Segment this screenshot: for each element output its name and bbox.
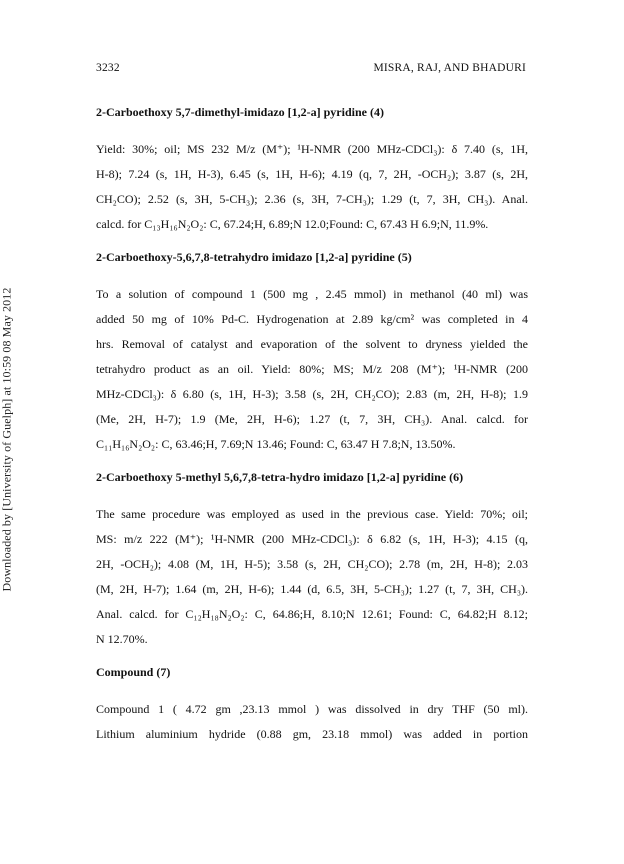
text-line: Yield: 30%; oil; MS 232 M/z (M⁺); ¹H-NMR (200 MHz-CDCl₃): δ 7.40 (s, 1H, bbox=[96, 142, 528, 156]
section-compound-4 bbox=[96, 104, 528, 237]
section-heading: 2-Carboethoxy-5,6,7,8-tetrahydro imidazo [1,2-a] pyridine (5) bbox=[96, 250, 412, 264]
section-paragraph bbox=[96, 282, 528, 457]
section-paragraph bbox=[96, 502, 528, 652]
section-heading: 2-Carboethoxy 5,7-dimethyl-imidazo [1,2-a] pyridine (4) bbox=[96, 105, 384, 119]
text-line: Anal. calcd. for C₁₂H₁₈N₂O₂: C, 64.86;H, 8.10;N 12.61; Found: C, 64.82;H 8.12; bbox=[96, 607, 528, 621]
text-line: Lithium aluminium hydride (0.88 gm, 23.18 mmol) was added in portion bbox=[96, 727, 528, 741]
section-compound-7 bbox=[96, 664, 528, 747]
text-line: tetrahydro product as an oil. Yield: 80%; MS; M/z 208 (M⁺); ¹H-NMR (200 bbox=[96, 362, 528, 376]
text-line: Compound 1 ( 4.72 gm ,23.13 mmol ) was dissolved in dry THF (50 ml). bbox=[96, 702, 528, 716]
text-line: The same procedure was employed as used in the previous case. Yield: 70%; oil; bbox=[96, 507, 528, 521]
section-heading: Compound (7) bbox=[96, 665, 171, 679]
text-line: To a solution of compound 1 (500 mg , 2.45 mmol) in methanol (40 ml) was bbox=[96, 287, 528, 301]
text-line: N 12.70%. bbox=[96, 632, 148, 646]
section-compound-6 bbox=[96, 469, 528, 652]
text-line: hrs. Removal of catalyst and evaporation of the solvent to dryness yielded the bbox=[96, 337, 528, 351]
running-authors: MISRA, RAJ, AND BHADURI bbox=[373, 62, 526, 74]
text-line: H-8); 7.24 (s, 1H, H-3), 6.45 (s, 1H, H-6); 4.19 (q, 7, 2H, -OCH₂); 3.87 (s, 2H, bbox=[96, 167, 528, 181]
download-watermark: Downloaded by [University of Guelph] at 10:59 08 May 2012 bbox=[0, 287, 14, 592]
text-line: CH₂CO); 2.52 (s, 3H, 5-CH₃); 2.36 (s, 3H, 7-CH₃); 1.29 (t, 7, 3H, CH₃). Anal. bbox=[96, 192, 528, 206]
page-body bbox=[96, 104, 528, 759]
text-line: calcd. for C₁₃H₁₆N₂O₂: C, 67.24;H, 6.89;N 12.0;Found: C, 67.43 H 6.9;N, 11.9%. bbox=[96, 217, 489, 231]
section-compound-5 bbox=[96, 249, 528, 457]
section-heading: 2-Carboethoxy 5-methyl 5,6,7,8-tetra-hydro imidazo [1,2-a] pyridine (6) bbox=[96, 470, 464, 484]
text-line: added 50 mg of 10% Pd-C. Hydrogenation at 2.89 kg/cm² was completed in 4 bbox=[96, 312, 528, 326]
text-line: MS: m/z 222 (M⁺); ¹H-NMR (200 MHz-CDCl₃): δ 6.82 (s, 1H, H-3); 4.15 (q, bbox=[96, 532, 528, 546]
text-line: (M, 2H, H-7); 1.64 (m, 2H, H-6); 1.44 (d, 6.5, 3H, 5-CH₃); 1.27 (t, 7, 3H, CH₃). bbox=[96, 582, 528, 596]
section-paragraph bbox=[96, 697, 528, 747]
text-line: MHz-CDCl₃): δ 6.80 (s, 1H, H-3); 3.58 (s, 2H, CH₂CO); 2.83 (m, 2H, H-8); 1.9 bbox=[96, 387, 528, 401]
text-line: 2H, -OCH₂); 4.08 (M, 1H, H-5); 3.58 (s, 2H, CH₂CO); 2.78 (m, 2H, H-8); 2.03 bbox=[96, 557, 528, 571]
page-number: 3232 bbox=[96, 62, 120, 74]
text-line: (Me, 2H, H-7); 1.9 (Me, 2H, H-6); 1.27 (t, 7, 3H, CH₃). Anal. calcd. for bbox=[96, 412, 528, 426]
text-line: C₁₁H₁₆N₂O₂: C, 63.46;H, 7.69;N 13.46; Found: C, 63.47 H 7.8;N, 13.50%. bbox=[96, 437, 456, 451]
section-paragraph bbox=[96, 137, 528, 237]
